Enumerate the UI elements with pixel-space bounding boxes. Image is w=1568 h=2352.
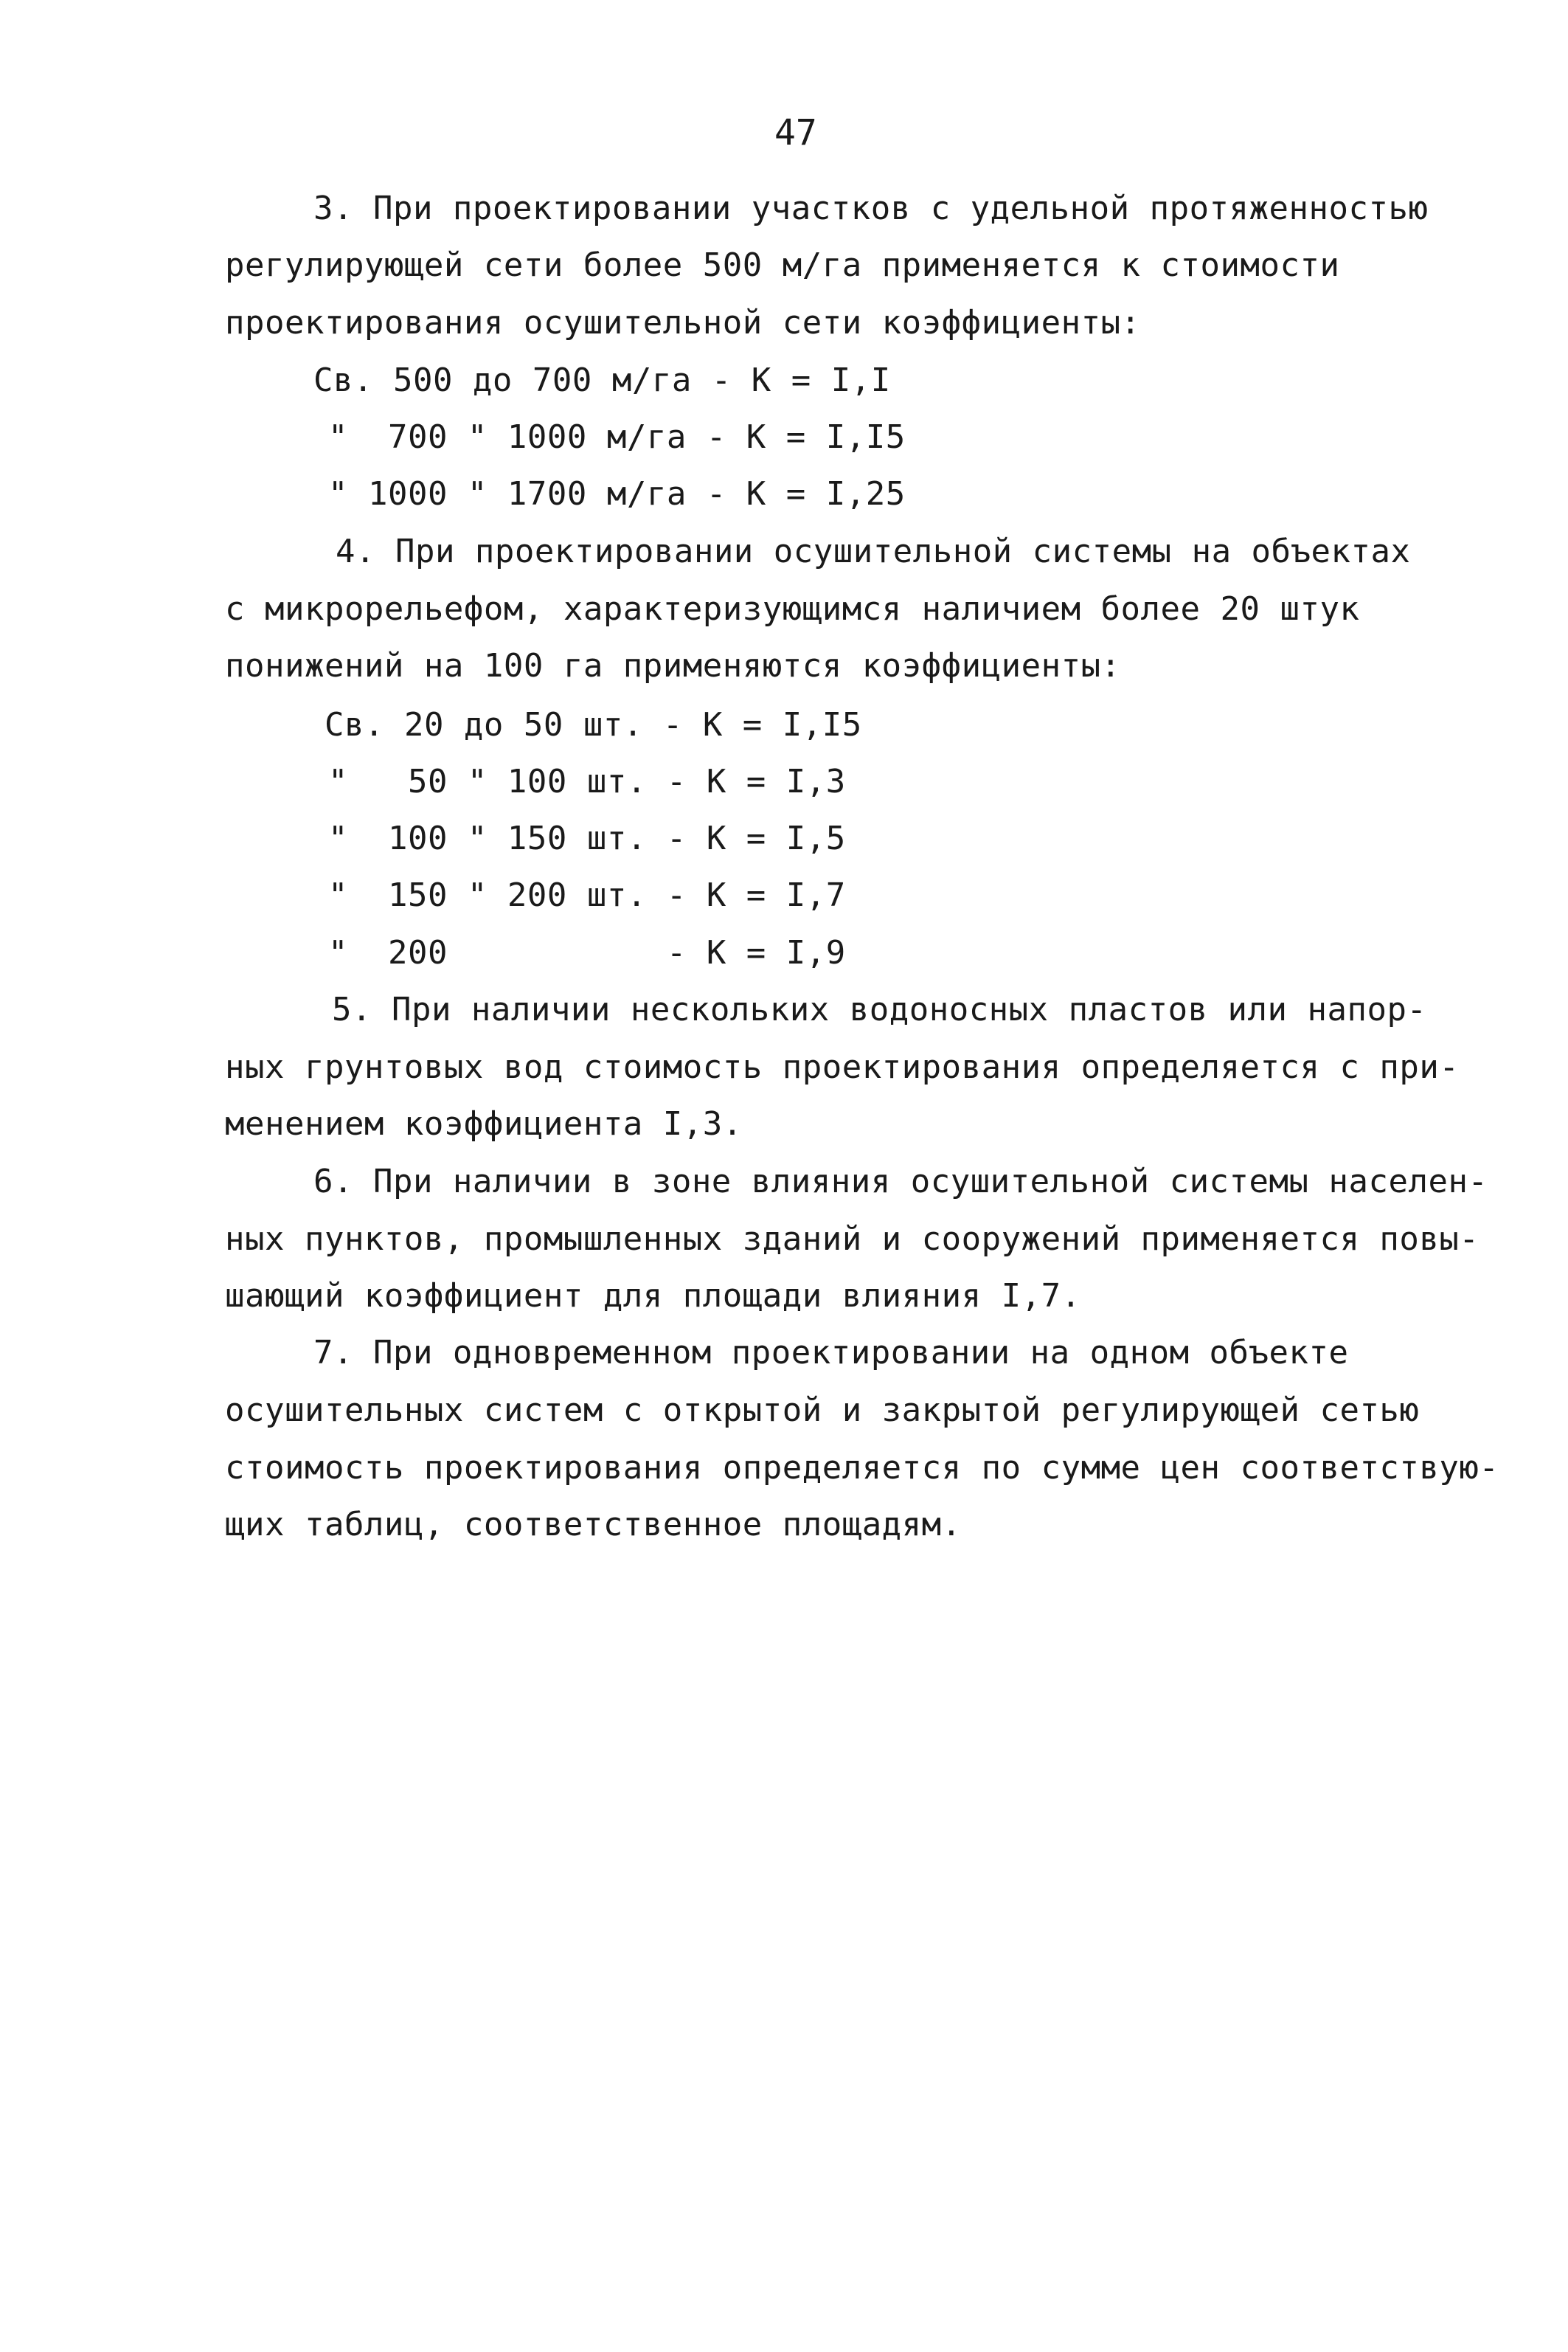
text-line: осушительных систем с открытой и закрытой регулирующей сетью xyxy=(225,1391,1420,1429)
text-line: 4. При проектировании осушительной системы на объектах xyxy=(336,533,1411,570)
coefficient-line: " 100 " 150 шт. - К = I,5 xyxy=(328,820,846,857)
text-line: с микрорельефом, характеризующимся наличием более 20 штук xyxy=(225,590,1360,628)
page-number: 47 xyxy=(774,112,817,153)
text-line: щих таблиц, соответственное площадям. xyxy=(225,1506,962,1543)
text-line: ных пунктов, промышленных зданий и сооружений применяется повы- xyxy=(225,1220,1479,1258)
coefficient-line: Св. 20 до 50 шт. - К = I,I5 xyxy=(325,706,862,744)
text-line: 6. При наличии в зоне влияния осушительной системы населен- xyxy=(313,1163,1488,1200)
text-line: понижений на 100 га применяются коэффициенты: xyxy=(225,647,1121,685)
text-line: 7. При одновременном проектировании на одном объекте xyxy=(313,1334,1349,1372)
coefficient-line: " 150 " 200 шт. - К = I,7 xyxy=(328,876,846,914)
text-line: 5. При наличии нескольких водоносных пластов или напор- xyxy=(332,991,1427,1028)
coefficient-line: " 700 " 1000 м/га - К = I,I5 xyxy=(328,418,906,456)
coefficient-line: Св. 500 до 700 м/га - К = I,I xyxy=(313,362,891,399)
coefficient-line: " 1000 " 1700 м/га - К = I,25 xyxy=(328,475,906,513)
text-line: стоимость проектирования определяется по сумме цен соответствую- xyxy=(225,1449,1499,1487)
text-line: 3. При проектировании участков с удельной протяженностью xyxy=(313,190,1429,227)
text-line: ных грунтовых вод стоимость проектирования определяется с при- xyxy=(225,1048,1460,1086)
coefficient-line: " 50 " 100 шт. - К = I,3 xyxy=(328,763,846,800)
text-line: шающий коэффициент для площади влияния I,7. xyxy=(225,1277,1081,1315)
text-line: менением коэффициента I,3. xyxy=(225,1105,743,1143)
text-line: регулирующей сети более 500 м/га применяется к стоимости xyxy=(225,246,1340,284)
text-line: проектирования осушительной сети коэффициенты: xyxy=(225,304,1141,342)
coefficient-line: " 200 - К = I,9 xyxy=(328,934,846,972)
